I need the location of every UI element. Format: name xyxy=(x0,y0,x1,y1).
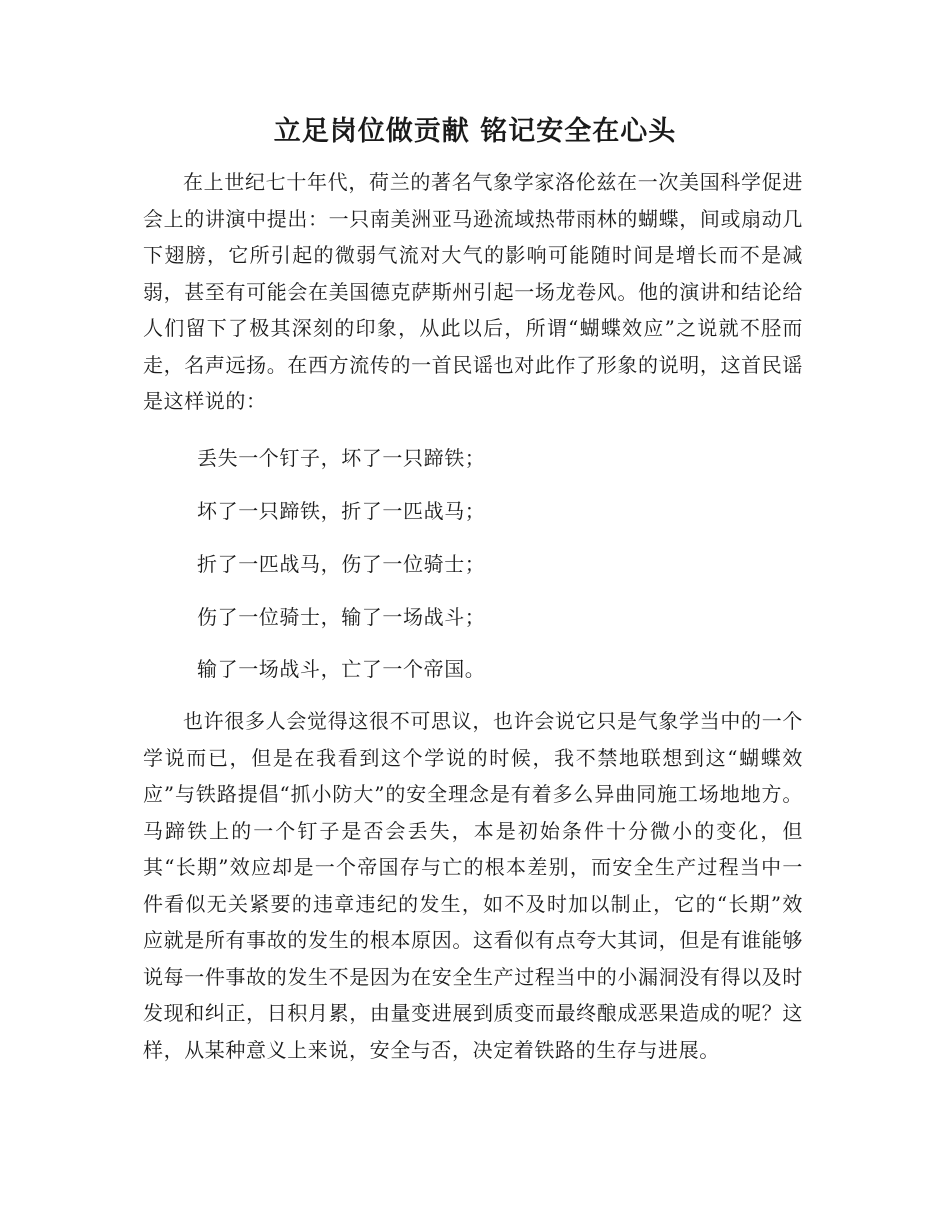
verse-line: 折了一匹战马，伤了一位骑士； xyxy=(197,552,486,576)
paragraph-butterfly-effect-intro: 在上世纪七十年代，荷兰的著名气象学家洛伦兹在一次美国科学促进会上的讲演中提出：一只南美洲亚马逊流域热带雨林的蝴蝶，间或扇动几下翅膀，它所引起的微弱气流对大气的影响可能随时间是增长而不是减弱，甚至有可能会在美国德克萨斯州引起一场龙卷风。他的演讲和结论给人们留下了极其深刻的印象，从此以后，所谓“蝴蝶效应”之说就不胫而走，名声远扬。在西方流传的一首民谣也对此作了形象的说明，这首民谣是这样说的： xyxy=(143,170,803,413)
paragraph-safety-reflection: 也许很多人会觉得这很不可思议，也许会说它只是气象学当中的一个学说而已，但是在我看到这个学说的时候，我不禁地联想到这“蝴蝶效应”与铁路提倡“抓小防大”的安全理念是有着多么异曲同施工场地地方。马蹄铁上的一个钉子是否会丢失，本是初始条件十分微小的变化，但其“长期”效应却是一个帝国存与亡的根本差别，而安全生产过程当中一件看似无关紧要的违章违纪的发生，如不及时加以制止，它的“长期”效应就是所有事故的发生的根本原因。这看似有点夸大其词，但是有谁能够说每一件事故的发生不是因为在安全生产过程当中的小漏洞没有得以及时发现和纠正，日积月累，由量变进展到质变而最终酿成恶果造成的呢？这样，从某种意义上来说，安全与否，决定着铁路的生存与进展。 xyxy=(143,709,803,1062)
verse-line: 伤了一位骑士，输了一场战斗； xyxy=(197,605,486,629)
verse-line: 坏了一只蹄铁，折了一匹战马； xyxy=(197,499,486,523)
document-title: 立足岗位做贡献 铭记安全在心头 xyxy=(273,116,677,147)
verse-line: 丢失一个钉子，坏了一只蹄铁； xyxy=(197,446,486,470)
verse-line: 输了一场战斗，亡了一个帝国。 xyxy=(197,657,486,681)
